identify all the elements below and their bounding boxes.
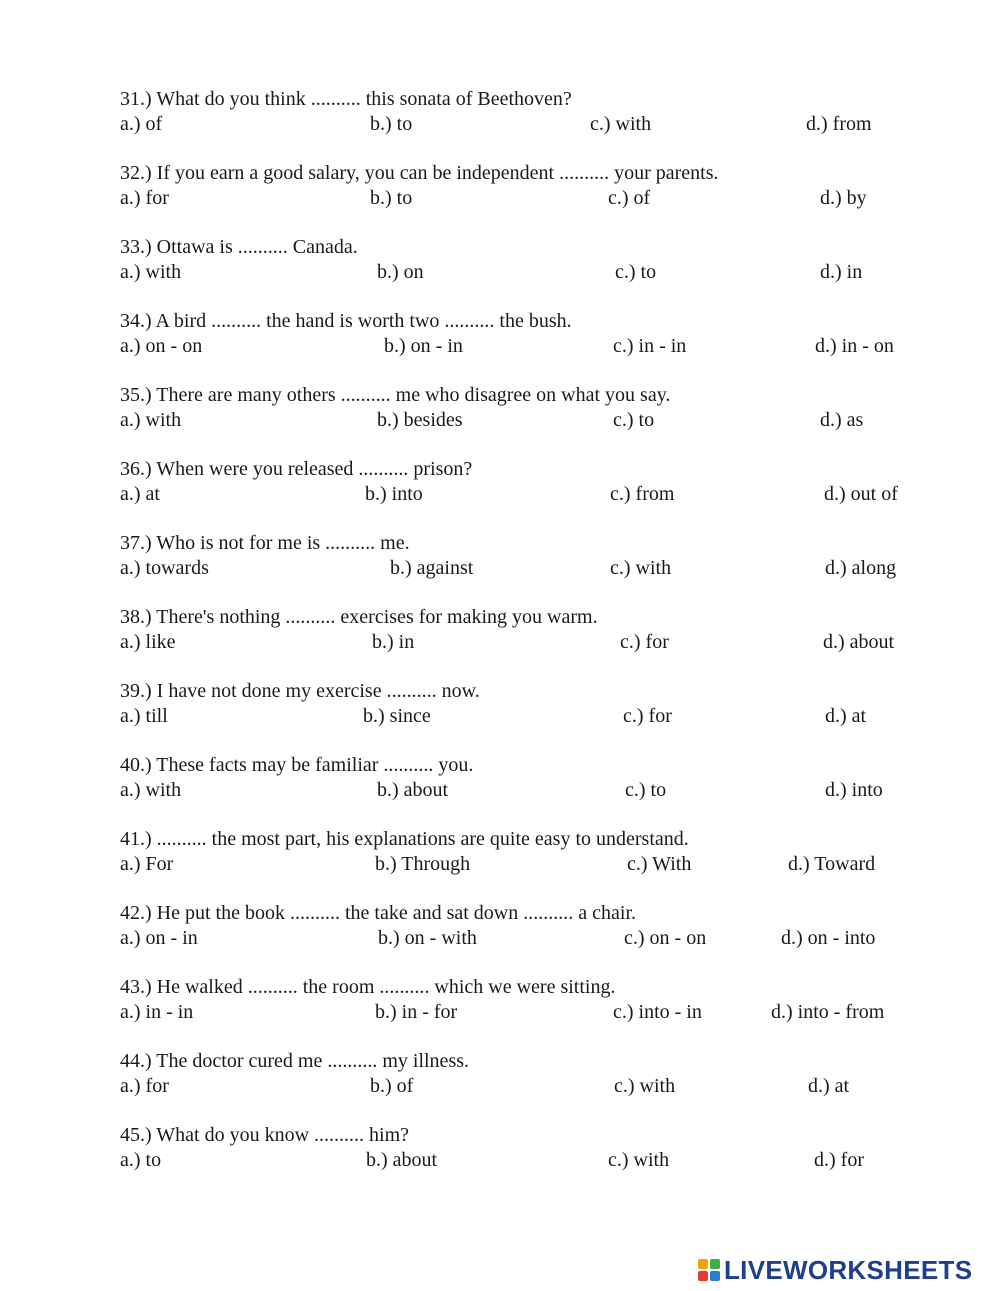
answer-option-d[interactable]: d.) into - from — [771, 1001, 885, 1023]
answer-option-c[interactable]: c.) with — [610, 557, 672, 579]
question-text: 42.) He put the book .......... the take and sat down .......... a chair. — [120, 902, 636, 924]
answer-option-a[interactable]: a.) for — [120, 187, 169, 209]
answer-option-d[interactable]: d.) from — [806, 113, 872, 135]
answer-option-b[interactable]: b.) against — [390, 557, 474, 579]
answer-option-a[interactable]: a.) till — [120, 705, 168, 727]
question-item — [120, 161, 980, 221]
question-text: 38.) There's nothing .......... exercises for making you warm. — [120, 606, 598, 628]
answer-option-d[interactable]: d.) Toward — [788, 853, 876, 875]
logo-block — [698, 1259, 708, 1269]
question-item — [120, 679, 980, 739]
answer-option-d[interactable]: d.) at — [808, 1075, 850, 1097]
answer-option-a[interactable]: a.) on - on — [120, 335, 203, 357]
answer-option-c[interactable]: c.) to — [615, 261, 657, 283]
question-item — [120, 383, 980, 443]
question-text: 35.) There are many others .......... me who disagree on what you say. — [120, 384, 671, 406]
answer-option-a[interactable]: a.) at — [120, 483, 160, 505]
answer-option-a[interactable]: a.) with — [120, 261, 182, 283]
answer-option-b[interactable]: b.) Through — [375, 853, 471, 875]
answer-option-c[interactable]: c.) for — [623, 705, 672, 727]
answer-option-d[interactable]: d.) in - on — [815, 335, 894, 357]
question-text: 32.) If you earn a good salary, you can be independent .......... your parents. — [120, 162, 719, 184]
answer-option-a[interactable]: a.) with — [120, 779, 182, 801]
question-item — [120, 605, 980, 665]
answer-option-d[interactable]: d.) at — [825, 705, 867, 727]
answer-option-c[interactable]: c.) into - in — [613, 1001, 702, 1023]
answer-option-c[interactable]: c.) in - in — [613, 335, 687, 357]
answer-option-d[interactable]: d.) on - into — [781, 927, 876, 949]
answer-option-a[interactable]: a.) for — [120, 1075, 169, 1097]
answer-option-a[interactable]: a.) with — [120, 409, 182, 431]
answer-option-a[interactable]: a.) towards — [120, 557, 209, 579]
answer-option-b[interactable]: b.) about — [377, 779, 449, 801]
answer-option-d[interactable]: d.) as — [820, 409, 864, 431]
question-item — [120, 87, 980, 147]
question-text: 39.) I have not done my exercise .......... now. — [120, 680, 480, 702]
answer-option-d[interactable]: d.) along — [825, 557, 897, 579]
logo-block — [710, 1271, 720, 1281]
question-text: 43.) He walked .......... the room .......... which we were sitting. — [120, 976, 616, 998]
answer-option-d[interactable]: d.) out of — [824, 483, 898, 505]
question-item — [120, 753, 980, 813]
question-item — [120, 531, 980, 591]
question-text: 44.) The doctor cured me .......... my illness. — [120, 1050, 470, 1072]
answer-option-a[interactable]: a.) like — [120, 631, 176, 653]
answer-option-c[interactable]: c.) on - on — [624, 927, 707, 949]
answer-option-c[interactable]: c.) with — [608, 1149, 670, 1171]
answer-option-c[interactable]: c.) with — [590, 113, 652, 135]
answer-option-d[interactable]: d.) in — [820, 261, 863, 283]
answer-option-a[interactable]: a.) of — [120, 113, 163, 135]
question-text: 33.) Ottawa is .......... Canada. — [120, 236, 358, 258]
answer-option-b[interactable]: b.) to — [370, 187, 413, 209]
answer-option-d[interactable]: d.) into — [825, 779, 883, 801]
question-text: 36.) When were you released .......... prison? — [120, 458, 473, 480]
logo-block — [710, 1259, 720, 1269]
answer-option-c[interactable]: c.) for — [620, 631, 669, 653]
answer-option-b[interactable]: b.) besides — [377, 409, 463, 431]
logo-blocks-icon — [698, 1259, 720, 1281]
answer-option-b[interactable]: b.) in - for — [375, 1001, 458, 1023]
answer-option-b[interactable]: b.) of — [370, 1075, 414, 1097]
answer-option-d[interactable]: d.) about — [823, 631, 895, 653]
answer-option-c[interactable]: c.) to — [613, 409, 655, 431]
logo-text: LIVEWORKSHEETS — [724, 1254, 973, 1285]
liveworksheets-logo — [698, 1253, 994, 1287]
answer-option-d[interactable]: d.) for — [814, 1149, 864, 1171]
answer-option-b[interactable]: b.) since — [363, 705, 431, 727]
question-text: 45.) What do you know .......... him? — [120, 1124, 410, 1146]
answer-option-b[interactable]: b.) in — [372, 631, 415, 653]
answer-option-b[interactable]: b.) into — [365, 483, 423, 505]
question-item — [120, 1123, 980, 1183]
answer-option-d[interactable]: d.) by — [820, 187, 867, 209]
question-item — [120, 1049, 980, 1109]
question-item — [120, 309, 980, 369]
answer-option-c[interactable]: c.) to — [625, 779, 667, 801]
answer-option-c[interactable]: c.) With — [627, 853, 692, 875]
question-item — [120, 827, 980, 887]
question-text: 31.) What do you think .......... this sonata of Beethoven? — [120, 88, 572, 110]
answer-option-a[interactable]: a.) For — [120, 853, 174, 875]
answer-option-b[interactable]: b.) to — [370, 113, 413, 135]
question-item — [120, 457, 980, 517]
answer-option-a[interactable]: a.) on - in — [120, 927, 198, 949]
question-text: 37.) Who is not for me is .......... me. — [120, 532, 410, 554]
question-item — [120, 235, 980, 295]
answer-option-b[interactable]: b.) about — [366, 1149, 438, 1171]
answer-option-b[interactable]: b.) on - in — [384, 335, 463, 357]
question-item — [120, 975, 980, 1035]
answer-option-c[interactable]: c.) with — [614, 1075, 676, 1097]
logo-block — [698, 1271, 708, 1281]
answer-option-a[interactable]: a.) to — [120, 1149, 162, 1171]
answer-option-b[interactable]: b.) on — [377, 261, 424, 283]
question-text: 34.) A bird .......... the hand is worth two .......... the bush. — [120, 310, 572, 332]
answer-option-c[interactable]: c.) from — [610, 483, 675, 505]
answer-option-a[interactable]: a.) in - in — [120, 1001, 194, 1023]
question-text: 41.) .......... the most part, his explanations are quite easy to understand. — [120, 828, 689, 850]
answer-option-c[interactable]: c.) of — [608, 187, 651, 209]
answer-option-b[interactable]: b.) on - with — [378, 927, 477, 949]
question-text: 40.) These facts may be familiar .......... you. — [120, 754, 474, 776]
question-item — [120, 901, 980, 961]
